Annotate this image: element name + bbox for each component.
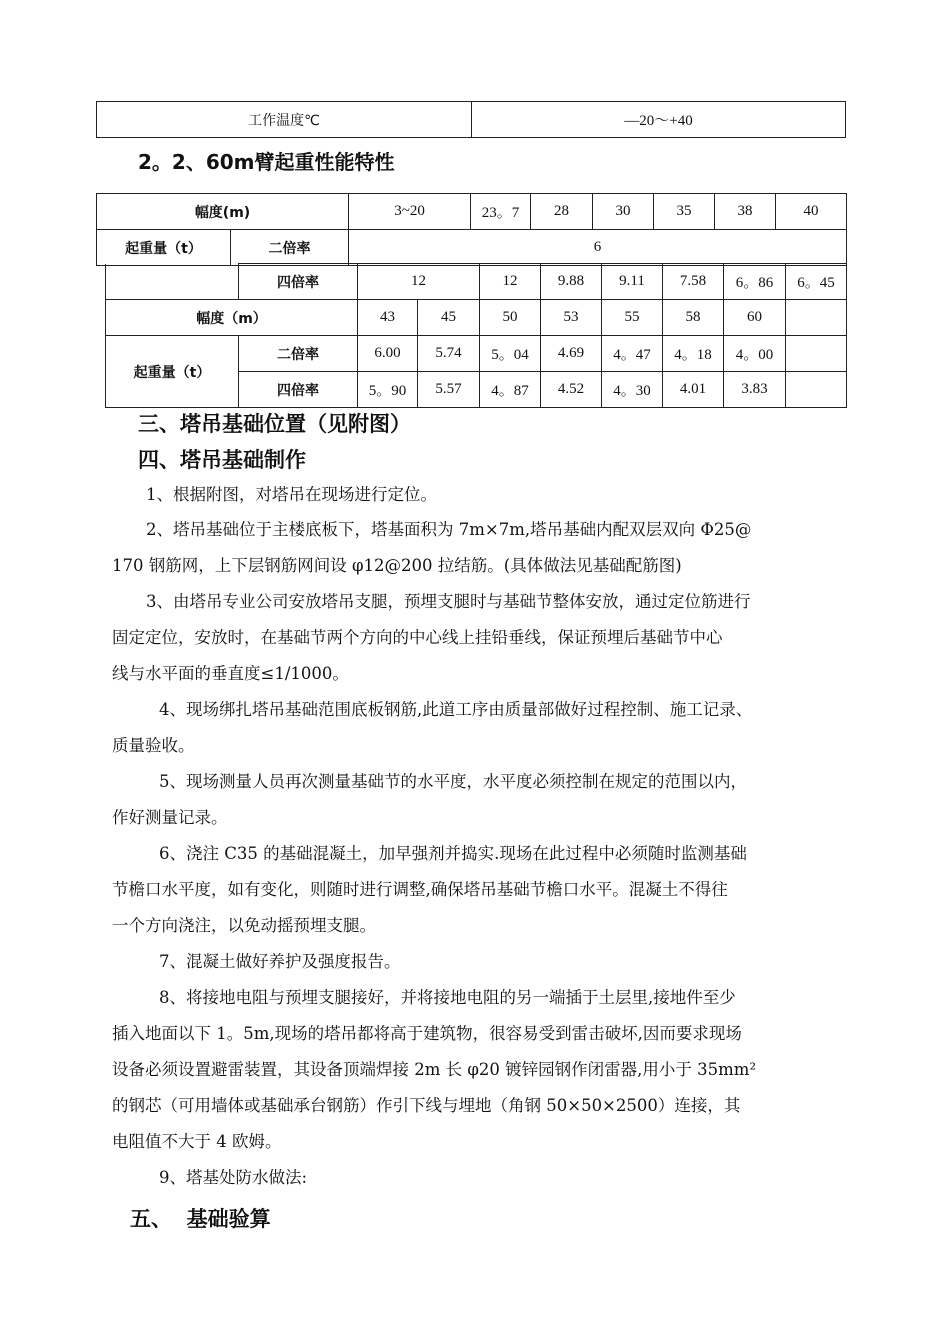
body-line: 1、根据附图，对塔吊在现场进行定位。 (146, 485, 437, 504)
quad-rate-label: 四倍率 (239, 264, 358, 300)
quad-rate-cell: 12 (358, 264, 480, 300)
body-line: 3、由塔吊专业公司安放塔吊支腿，预埋支腿时与基础节整体安放，通过定位筋进行 (146, 592, 751, 611)
body-line: 线与水平面的垂直度≤1/1000。 (112, 664, 349, 683)
quad-rate-cell: 4.01 (663, 372, 724, 408)
double-rate-cell: 6.00 (358, 336, 418, 372)
double-rate-cell (786, 336, 847, 372)
amplitude-cell: 30 (593, 194, 654, 230)
body-line: 9、塔基处防水做法: (159, 1168, 308, 1187)
temperature-value: —20～+40 (472, 102, 846, 138)
quad-rate-cell: 5。90 (358, 372, 418, 408)
quad-rate-cell: 5.57 (418, 372, 480, 408)
amplitude-cell (786, 300, 847, 336)
quad-rate-cell: 4。87 (480, 372, 541, 408)
body-line: 170 钢筋网，上下层钢筋网间设 φ12@200 拉结筋。(具体做法见基础配筋图) (112, 556, 682, 575)
body-line: 8、将接地电阻与预埋支腿接好，并将接地电阻的另一端插于土层里,接地件至少 (159, 988, 736, 1007)
double-rate-cell: 4。47 (602, 336, 663, 372)
double-rate-cell: 5。04 (480, 336, 541, 372)
body-line: 固定定位，安放时，在基础节两个方向的中心线上挂铅垂线，保证预埋后基础节中心 (112, 628, 723, 647)
amplitude-cell: 55 (602, 300, 663, 336)
load-label-2: 起重量（t） (106, 336, 239, 408)
amplitude-cell: 28 (531, 194, 593, 230)
body-line: 作好测量记录。 (112, 808, 228, 827)
amplitude-cell: 45 (418, 300, 480, 336)
section-heading-3: 三、塔吊基础位置（见附图） (138, 412, 411, 436)
amplitude-cell: 3~20 (349, 194, 471, 230)
quad-rate-cell: 12 (480, 264, 541, 300)
amplitude-cell: 50 (480, 300, 541, 336)
body-line: 4、现场绑扎塔吊基础范围底板钢筋,此道工序由质量部做好过程控制、施工记录、 (159, 700, 753, 719)
amplitude-cell: 35 (654, 194, 715, 230)
load-table-part1 (96, 193, 847, 266)
amplitude-cell: 60 (724, 300, 786, 336)
amplitude-label-2: 幅度（m） (106, 300, 358, 336)
body-line: 节檐口水平度，如有变化，则随时进行调整,确保塔吊基础节檐口水平。混凝土不得往 (112, 880, 728, 899)
amplitude-cell: 43 (358, 300, 418, 336)
body-line: 6、浇注 C35 的基础混凝土，加早强剂并捣实.现场在此过程中必须随时监测基础 (159, 844, 747, 863)
amplitude-cell: 53 (541, 300, 602, 336)
amplitude-cell: 58 (663, 300, 724, 336)
amplitude-cell: 40 (776, 194, 847, 230)
quad-rate-cell (786, 372, 847, 408)
double-rate-label: 二倍率 (231, 230, 349, 266)
section-heading-2-2: 2。2、60m臂起重性能特性 (138, 150, 395, 174)
quad-rate-cell: 4.52 (541, 372, 602, 408)
body-line: 2、塔吊基础位于主楼底板下，塔基面积为 7m×7m,塔吊基础内配双层双向 Φ25@ (146, 520, 752, 539)
amplitude-cell: 38 (715, 194, 776, 230)
section-heading-5: 五、 基础验算 (130, 1207, 271, 1231)
amplitude-cell: 23。7 (471, 194, 531, 230)
temperature-label: 工作温度℃ (97, 102, 472, 138)
double-rate-cell: 4.69 (541, 336, 602, 372)
quad-rate-cell: 9.11 (602, 264, 663, 300)
body-line: 质量验收。 (112, 736, 195, 755)
empty-cell (106, 264, 239, 300)
amplitude-label: 幅度(m) (97, 194, 349, 230)
double-rate-label-2: 二倍率 (239, 336, 358, 372)
quad-rate-cell: 4。30 (602, 372, 663, 408)
temperature-table (96, 101, 846, 138)
quad-rate-cell: 9.88 (541, 264, 602, 300)
quad-rate-cell: 7.58 (663, 264, 724, 300)
load-table-part2 (105, 263, 847, 408)
load-label: 起重量（t） (97, 230, 231, 266)
double-rate-value: 6 (349, 230, 847, 266)
double-rate-cell: 4。00 (724, 336, 786, 372)
body-line: 一个方向浇注，以免动摇预埋支腿。 (112, 916, 376, 935)
body-line: 插入地面以下 1。5m,现场的塔吊都将高于建筑物，很容易受到雷击破坏,因而要求现场 (112, 1024, 742, 1043)
double-rate-cell: 4。18 (663, 336, 724, 372)
quad-rate-cell: 6。45 (786, 264, 847, 300)
quad-rate-cell: 3.83 (724, 372, 786, 408)
section-heading-4: 四、塔吊基础制作 (138, 448, 306, 472)
body-line: 设备必须设置避雷装置，其设备顶端焊接 2m 长 φ20 镀锌园钢作闭雷器,用小于 35mm² (112, 1060, 757, 1079)
quad-rate-label-2: 四倍率 (239, 372, 358, 408)
body-line: 7、混凝土做好养护及强度报告。 (159, 952, 401, 971)
body-line: 的钢芯（可用墙体或基础承台钢筋）作引下线与埋地（角钢 50×50×2500）连接，其 (112, 1096, 741, 1115)
body-line: 电阻值不大于 4 欧姆。 (112, 1132, 282, 1151)
quad-rate-cell: 6。86 (724, 264, 786, 300)
body-line: 5、现场测量人员再次测量基础节的水平度，水平度必须控制在规定的范围以内， (159, 772, 747, 791)
double-rate-cell: 5.74 (418, 336, 480, 372)
